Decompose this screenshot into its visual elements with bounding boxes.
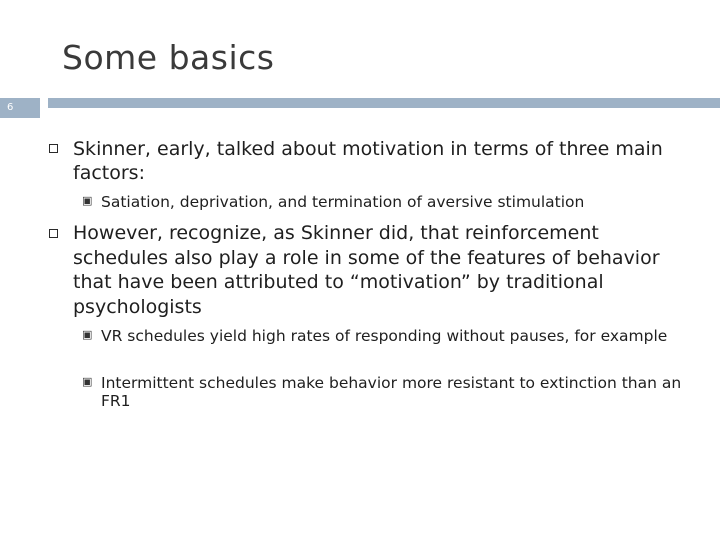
square-bullet-icon: ▣ <box>82 194 93 207</box>
bullet-text: Skinner, early, talked about motivation in terms of three main factors: <box>73 138 663 184</box>
slide-title: Some basics <box>62 38 275 77</box>
square-bullet-icon: ▣ <box>82 375 93 388</box>
slide-number-badge <box>0 98 40 118</box>
bullet-text: However, recognize, as Skinner did, that reinforcement schedules also play a role in some of the features of behavior that have been attributed to “motivation” by traditional psychologists <box>73 222 660 318</box>
title-divider <box>48 98 720 108</box>
square-bullet-icon: ▣ <box>82 328 93 341</box>
square-bullet-icon <box>49 144 58 153</box>
sub-bullet-text: Satiation, deprivation, and termination of aversive stimulation <box>101 193 585 211</box>
sub-bullet-text: VR schedules yield high rates of responding without pauses, for example <box>101 327 668 345</box>
square-bullet-icon <box>49 229 58 238</box>
slide-number: 6 <box>7 102 14 113</box>
sub-bullet-text: Intermittent schedules make behavior more resistant to extinction than an FR1 <box>101 374 682 410</box>
